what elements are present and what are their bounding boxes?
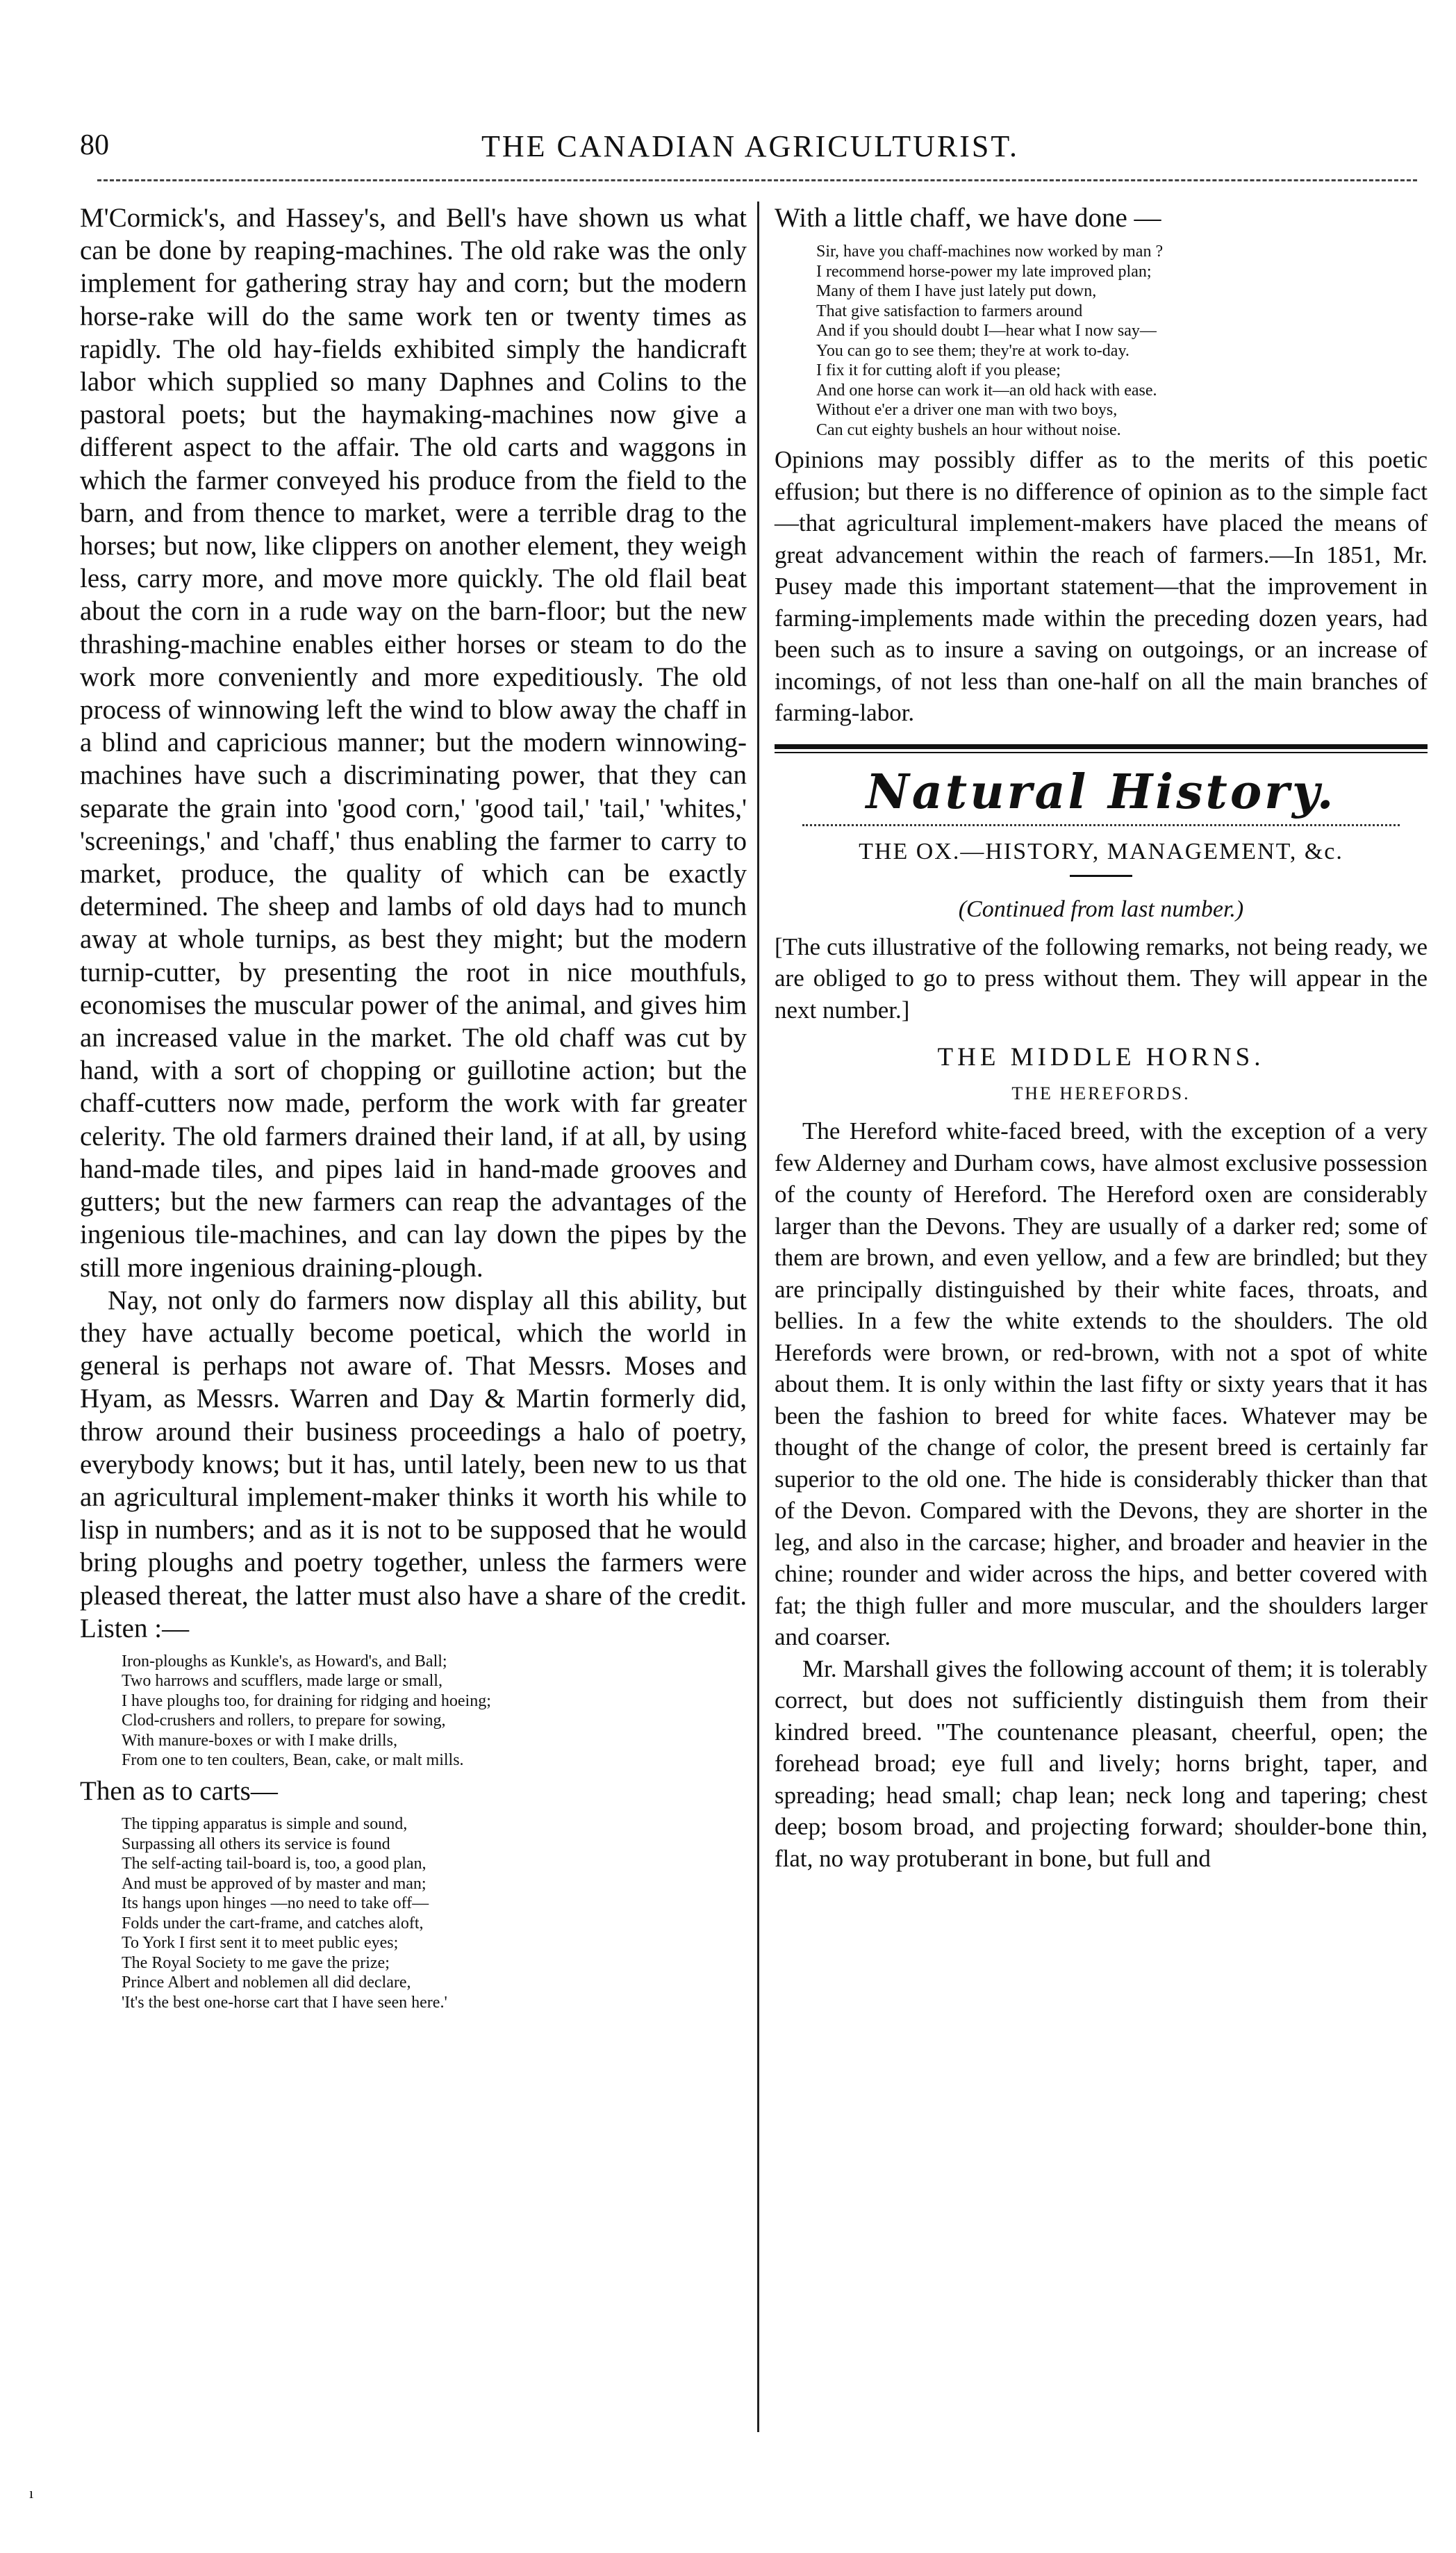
verse-line: Folds under the cart-frame, and catches aloft,: [122, 1914, 424, 1932]
section-rule-thick: [775, 744, 1428, 749]
verse-line: The self-acting tail-board is, too, a good plan,: [122, 1855, 427, 1873]
verse-line: Its hangs upon hinges —no need to take off—: [122, 1894, 429, 1913]
editor-note: [The cuts illustrative of the following remarks, not being ready, we are obliged to go to press without them. They will appear in the next number.]: [775, 933, 1428, 1024]
verse-line: Surpassing all others its service is found: [122, 1834, 390, 1853]
verse-line: From one to ten coulters, Bean, cake, or malt mills.: [122, 1751, 464, 1770]
subsubheading: THE HEREFORDS.: [1011, 1083, 1191, 1103]
verse-chaff: [816, 242, 1428, 440]
chaff-lead-line: With a little chaff, we have done —: [775, 203, 1161, 233]
verse-line: Many of them I have just lately put down,: [816, 282, 1097, 300]
ornamental-rule: [802, 824, 1400, 826]
verse-line: And must be approved of by master and man;: [122, 1874, 427, 1893]
verse-line: Iron-ploughs as Kunkle's, as Howard's, and Ball;: [122, 1652, 447, 1670]
verse-line: 'It's the best one-horse cart that I have seen here.': [122, 1993, 447, 2012]
then-line: Then as to carts—: [80, 1775, 278, 1806]
left-column: [80, 202, 747, 2017]
verse-line: Clod-crushers and rollers, to prepare for sowing,: [122, 1711, 446, 1730]
paragraph-poetical: Nay, not only do farmers now display all this ability, but they have actually become poetical, which the world in general is perhaps not aware of. That Messrs. Moses and Hyam, as Messrs. Warren and Day & Martin formerly did, throw around their business proceedings a halo of poetry, everybody knows; but it has, until lately, been new to us that an agricultural implement-maker thinks it worth his while to lisp in numbers; and as it is not to be supposed that he would bring ploughs and poetry together, unless the farmers were pleased thereat, the latter must also have a share of the credit. Listen :—: [80, 1285, 747, 1643]
header-rule: [97, 179, 1417, 181]
verse-line: Two harrows and scufflers, made large or small,: [122, 1672, 442, 1691]
verse-line: And one horse can work it—an old hack with ease.: [816, 381, 1157, 400]
running-title: THE CANADIAN AGRICULTURIST.: [481, 129, 1019, 163]
verse-ploughs: [122, 1652, 747, 1771]
verse-line: Without e'er a driver one man with two boys,: [816, 401, 1118, 419]
paragraph-opinions: Opinions may possibly differ as to the merits of this poetic effusion; but there is no difference of opinion as to the simple fact—that agricultural implement-makers have placed the means of great advancement within the reach of farmers.—In 1851, Mr. Pusey made this important statement—that the improvement in farming-implements made within the preceding dozen years, had been such as to insure a saving on outgoings, or an increase of incomings, of not less than one-half on all the main branches of farming-labor.: [775, 446, 1428, 726]
paragraph-marshall: Mr. Marshall gives the following account of them; it is tolerably correct, but does not sufficiently distinguish them from their kindred breed. "The countenance pleasant, cheerful, open; the forehead broad; eye full and lively; horns bright, taper, and spreading; head small; chap lean; neck long and tapering; chest deep; bosom broad, and projecting forward; shoulder-bone thin, flat, no way protuberant in bone, but full and: [775, 1655, 1428, 1872]
right-column: [775, 202, 1428, 1874]
verse-line: I have ploughs too, for draining for ridging and hoeing;: [122, 1691, 491, 1710]
paragraph-implements: M'Cormick's, and Hassey's, and Bell's have shown us what can be done by reaping-machines. The old rake was the only implement for gathering stray hay and corn; but the modern horse-rake will do the same work ten or twenty times as rapidly. The old hay-fields exhibited simply the handicraft labor which supplied so many Daphnes and Colins to the pastoral poets; but the haymaking-machines now give a different aspect to the affair. The old carts and waggons in which the farmer conveyed his produce from the field to the barn, and from thence to market, were a terrible drag to the horses; but now, like clippers on another element, they weigh less, carry more, and move more quickly. The old flail beat about the corn in a rude way on the barn-floor; but the new thrashing-machine enables either horses or steam to do the work more conveniently and more expeditiously. The old process of winnowing left the wind to blow away the chaff in a blind and capricious manner; but the modern winnowing-machines have such a discriminating power, that they can separate the grain into 'good corn,' 'good tail,' 'tail,' 'whites,' 'screenings,' and 'chaff,' thus enabling the farmer to carry to market, produce, the quality of which can be exactly determined. The sheep and lambs of old days had to munch away at whole turnips, as best they might; but the modern turnip-cutter, by presenting the root in nice mouthfuls, economises the muscular power of the animal, and gives him an increased value in the market. The old chaff was cut by hand, with a sort of chopping or guillotine action; but the chaff-cutters now made, perform the work with far greater celerity. The old farmers drained their land, if at all, by using hand-made tiles, and pipes laid in hand-made grooves and gutters; but the new farmers can reap the advantages of the ingenious tile-machines, and can lay down the pipes by the still more ingenious draining-plough.: [80, 203, 747, 1283]
subheading: THE MIDDLE HORNS.: [937, 1043, 1265, 1072]
verse-line: I fix it for cutting aloft if you please;: [816, 361, 1061, 379]
paragraph-herefords: The Hereford white-faced breed, with the exception of a very few Alderney and Durham cows, have almost exclusive possession of the county of Hereford. The Hereford oxen are considerably larger than the Devons. They are usually of a darker red; some of them are brown, and even yellow, and a few are brindled; but they are principally distinguished by their white faces, throats, and bellies. In a few the white extends to the shoulders. The old Herefords were brown, or red-brown, with not a spot of white about them. It is only within the last fifty or sixty years that it has been the fashion to breed for white faces. Whatever may be thought of the change of color, the present breed is certainly far superior to the old one. The hide is considerably thicker than that of the Devon. Compared with the Devons, they are shorter in the leg, and also in the carcase; higher, and broader and heavier in the chine; rounder and wider across the hips, and better covered with fat; the thigh fuller and more muscular, and the shoulders larger and coarser.: [775, 1117, 1428, 1650]
verse-line: Prince Albert and noblemen all did declare,: [122, 1973, 411, 1992]
verse-line: The Royal Society to me gave the prize;: [122, 1953, 390, 1972]
verse-line: To York I first sent it to meet public eyes;: [122, 1934, 399, 1953]
column-divider: [757, 202, 759, 2432]
verse-line: Can cut eighty bushels an hour without noise.: [816, 420, 1121, 439]
continued-note: (Continued from last number.): [958, 896, 1244, 922]
verse-line: Sir, have you chaff-machines now worked by man ?: [816, 243, 1164, 261]
verse-line: With manure-boxes or with I make drills,: [122, 1731, 397, 1750]
verse-carts: [122, 1814, 747, 2012]
verse-line: I recommend horse-power my late improved plan;: [816, 262, 1152, 281]
verse-line: And if you should doubt I—hear what I now say—: [816, 322, 1157, 340]
page-number: 80: [80, 129, 109, 161]
article-title: THE OX.—HISTORY, MANAGEMENT, &c.: [859, 838, 1343, 864]
title-rule: [1070, 875, 1132, 877]
section-rule-thin: [775, 752, 1428, 753]
print-mark: ı: [29, 2484, 34, 2502]
section-heading: Natural History.: [866, 764, 1337, 820]
verse-line: The tipping apparatus is simple and sound,: [122, 1815, 408, 1834]
verse-line: You can go to see them; they're at work to-day.: [816, 341, 1130, 360]
page-header: [80, 129, 1421, 170]
verse-line: That give satisfaction to farmers around: [816, 302, 1083, 320]
